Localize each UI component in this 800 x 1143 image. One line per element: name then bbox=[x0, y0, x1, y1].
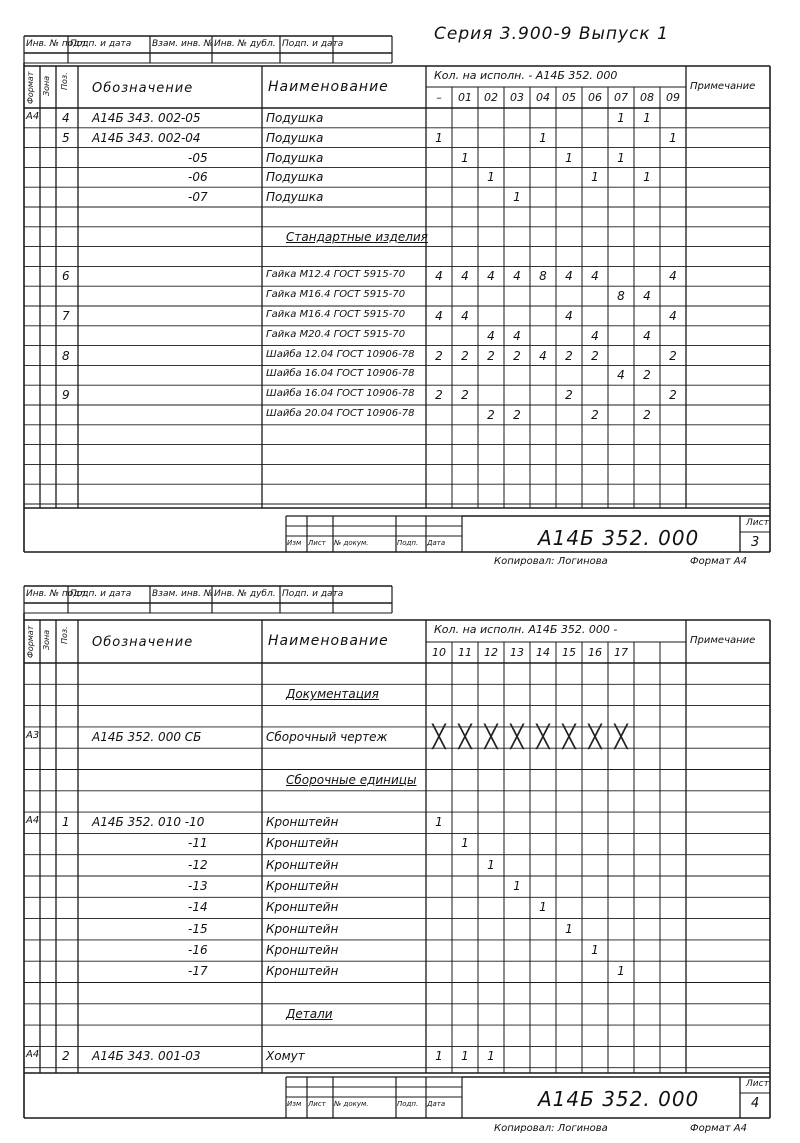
quantity-cell: 2 bbox=[435, 388, 443, 403]
variant-number: 11 bbox=[458, 646, 472, 659]
sheet-number: 4 bbox=[751, 1096, 760, 1111]
quantity-cell: 4 bbox=[617, 368, 625, 383]
row-position: 6 bbox=[62, 269, 70, 284]
row-format: А4 bbox=[26, 1049, 40, 1061]
cross-mark: ╳ bbox=[484, 724, 498, 750]
row-position: 7 bbox=[62, 309, 70, 323]
row-designation: -06 bbox=[188, 170, 208, 185]
quantity-cell: 1 bbox=[539, 130, 547, 145]
section-heading: Детали bbox=[286, 1006, 333, 1021]
variant-number: 07 bbox=[614, 91, 628, 104]
quantity-cell: 2 bbox=[643, 408, 651, 422]
quantity-cell: 2 bbox=[669, 348, 677, 363]
header-cell-label: Подп. и дата bbox=[70, 589, 132, 599]
row-designation: -15 bbox=[188, 921, 208, 936]
series-title: Серия 3.900-9 Выпуск 1 bbox=[434, 24, 669, 44]
row-name: Кронштейн bbox=[266, 900, 339, 915]
quantity-cell: 1 bbox=[591, 170, 599, 185]
section-heading: Сборочные единицы bbox=[286, 772, 417, 787]
row-name: Гайка М16.4 ГОСТ 5915-70 bbox=[266, 289, 406, 301]
variant-number: – bbox=[436, 91, 442, 104]
row-name: Подушка bbox=[266, 111, 324, 125]
quantity-cell: 2 bbox=[591, 348, 599, 363]
quantity-cell: 2 bbox=[513, 348, 521, 363]
row-name: Подушка bbox=[266, 150, 324, 165]
footer-copied-by: Копировал: Логинова bbox=[494, 1123, 608, 1134]
quantity-cell: 2 bbox=[591, 408, 599, 422]
quantity-cell: 2 bbox=[435, 348, 443, 363]
stamp-column-label: Дата bbox=[427, 539, 446, 547]
column-note-header: Примечание bbox=[690, 81, 756, 92]
row-name: Кронштейн bbox=[266, 857, 339, 872]
row-name: Кронштейн bbox=[266, 964, 339, 979]
row-designation: -07 bbox=[188, 190, 208, 205]
footer-format: Формат А4 bbox=[690, 556, 747, 567]
header-cell-label: Инв. № дубл. bbox=[214, 589, 276, 599]
row-name: Шайба 20.04 ГОСТ 10906-78 bbox=[266, 408, 415, 419]
quantity-cell: 4 bbox=[487, 269, 495, 284]
section-heading: Стандартные изделия bbox=[286, 229, 428, 244]
row-name: Сборочный чертеж bbox=[266, 729, 388, 744]
variant-number: 08 bbox=[640, 91, 654, 104]
quantity-cell: 4 bbox=[565, 309, 573, 323]
variant-number: 17 bbox=[614, 646, 628, 659]
quantity-cell: 4 bbox=[461, 309, 469, 323]
row-name: Шайба 16.04 ГОСТ 10906-78 bbox=[266, 368, 415, 380]
quantity-cell: 1 bbox=[435, 815, 443, 830]
quantity-cell: 1 bbox=[487, 170, 495, 185]
column-designation-header: Обозначение bbox=[92, 635, 194, 650]
quantity-cell: 4 bbox=[565, 269, 573, 284]
row-name: Гайка М20.4 ГОСТ 5915-70 bbox=[266, 328, 406, 340]
quantity-cell: 2 bbox=[513, 408, 521, 422]
quantity-cell: 1 bbox=[643, 170, 651, 185]
header-cell-label: Подп. и дата bbox=[70, 39, 132, 49]
column-designation-header: Обозначение bbox=[92, 81, 194, 96]
quantity-cell: 4 bbox=[513, 269, 521, 284]
variant-number: 14 bbox=[536, 646, 550, 659]
header-cell-label: Подп. и дата bbox=[282, 589, 344, 599]
quantity-cell: 1 bbox=[461, 836, 469, 851]
row-designation: -12 bbox=[188, 857, 208, 872]
row-format: А3 bbox=[26, 729, 40, 741]
row-name: Гайка М12.4 ГОСТ 5915-70 bbox=[266, 269, 406, 281]
quantity-cell: 4 bbox=[669, 309, 677, 323]
column-zone-header: Зона bbox=[42, 75, 51, 96]
quantity-cell: 1 bbox=[565, 921, 573, 936]
stamp-column-label: Подп. bbox=[397, 539, 419, 547]
variant-number: 13 bbox=[510, 646, 524, 659]
row-designation: А14Б 343. 002-04 bbox=[92, 130, 201, 145]
header-cell-label: Инв. № подл. bbox=[26, 589, 89, 599]
stamp-column-label: Изм bbox=[287, 539, 302, 547]
quantity-cell: 2 bbox=[487, 348, 495, 363]
cross-mark: ╳ bbox=[510, 724, 524, 750]
variant-number: 02 bbox=[484, 91, 498, 104]
cross-mark: ╳ bbox=[562, 724, 576, 750]
cross-mark: ╳ bbox=[536, 724, 550, 750]
column-format-header: Формат bbox=[26, 71, 35, 104]
header-cell-label: Взам. инв. № bbox=[152, 39, 214, 49]
header-cell-label: Взам. инв. № bbox=[152, 589, 214, 599]
row-format: А4 bbox=[26, 815, 40, 827]
quantity-cell: 4 bbox=[591, 269, 599, 284]
quantity-cell: 2 bbox=[643, 368, 651, 383]
quantity-cell: 4 bbox=[487, 328, 495, 343]
row-name: Кронштейн bbox=[266, 942, 339, 957]
column-name-header: Наименование bbox=[268, 633, 389, 649]
column-position-header: Поз. bbox=[60, 72, 69, 90]
quantity-cell: 1 bbox=[513, 879, 521, 893]
column-quantity-header: Кол. на исполн. А14Б 352. 000 - bbox=[434, 623, 618, 636]
stamp-column-label: № докум. bbox=[334, 1100, 369, 1108]
stamp-column-label: Дата bbox=[427, 1100, 446, 1108]
quantity-cell: 1 bbox=[617, 150, 625, 165]
quantity-cell: 2 bbox=[669, 388, 677, 403]
quantity-cell: 1 bbox=[461, 1049, 469, 1064]
row-name: Кронштейн bbox=[266, 879, 339, 893]
row-name: Шайба 16.04 ГОСТ 10906-78 bbox=[266, 388, 415, 400]
quantity-cell: 2 bbox=[565, 348, 573, 363]
row-format: А4 bbox=[26, 111, 40, 122]
quantity-cell: 1 bbox=[539, 900, 547, 915]
stamp-column-label: Изм bbox=[287, 1100, 302, 1108]
quantity-cell: 2 bbox=[461, 348, 469, 363]
quantity-cell: 4 bbox=[669, 269, 677, 284]
row-position: 1 bbox=[62, 815, 70, 830]
row-position: 5 bbox=[62, 130, 70, 145]
row-name: Кронштейн bbox=[266, 815, 339, 830]
footer-format: Формат А4 bbox=[690, 1123, 747, 1134]
header-cell-label: Инв. № дубл. bbox=[214, 39, 276, 49]
quantity-cell: 1 bbox=[461, 150, 469, 165]
sheet-label: Лист bbox=[746, 518, 769, 528]
quantity-cell: 8 bbox=[617, 289, 625, 304]
sheet-number: 3 bbox=[751, 535, 760, 550]
row-designation: А14Б 343. 001-03 bbox=[92, 1049, 201, 1064]
footer-copied-by: Копировал: Логинова bbox=[494, 556, 608, 567]
column-name-header: Наименование bbox=[268, 79, 389, 95]
variant-number: 15 bbox=[562, 646, 576, 659]
variant-number: 06 bbox=[588, 91, 602, 104]
variant-number: 01 bbox=[458, 91, 472, 104]
sheet-label: Лист bbox=[746, 1079, 769, 1089]
row-designation: А14Б 352. 010 -10 bbox=[92, 815, 205, 830]
stamp-column-label: Лист bbox=[308, 1100, 326, 1108]
document-code: А14Б 352. 000 bbox=[538, 1087, 700, 1111]
variant-number: 16 bbox=[588, 646, 602, 659]
row-name: Кронштейн bbox=[266, 921, 339, 936]
row-designation: -05 bbox=[188, 150, 208, 165]
quantity-cell: 1 bbox=[435, 1049, 443, 1064]
row-position: 9 bbox=[62, 388, 70, 403]
quantity-cell: 1 bbox=[487, 1049, 495, 1064]
row-designation: -13 bbox=[188, 879, 208, 893]
header-cell-label: Подп. и дата bbox=[282, 39, 344, 49]
row-designation: -14 bbox=[188, 900, 208, 915]
row-name: Шайба 12.04 ГОСТ 10906-78 bbox=[266, 348, 415, 360]
header-cell-label: Инв. № подл. bbox=[26, 39, 89, 49]
quantity-cell: 2 bbox=[565, 388, 573, 403]
row-designation: -11 bbox=[188, 836, 208, 851]
stamp-column-label: Лист bbox=[308, 539, 326, 547]
quantity-cell: 4 bbox=[643, 289, 651, 304]
quantity-cell: 2 bbox=[487, 408, 495, 422]
row-designation: -16 bbox=[188, 942, 208, 957]
quantity-cell: 1 bbox=[617, 111, 625, 125]
row-designation: А14Б 352. 000 СБ bbox=[92, 729, 202, 744]
quantity-cell: 4 bbox=[461, 269, 469, 284]
column-format-header: Формат bbox=[26, 625, 35, 658]
column-quantity-header: Кол. на исполн. - А14Б 352. 000 bbox=[434, 69, 618, 82]
quantity-cell: 1 bbox=[669, 130, 677, 145]
quantity-cell: 4 bbox=[643, 328, 651, 343]
quantity-cell: 1 bbox=[565, 150, 573, 165]
section-heading: Документация bbox=[286, 687, 379, 702]
quantity-cell: 8 bbox=[539, 269, 547, 284]
stamp-column-label: Подп. bbox=[397, 1100, 419, 1108]
variant-number: 05 bbox=[562, 91, 576, 104]
variant-number: 09 bbox=[666, 91, 680, 104]
quantity-cell: 1 bbox=[643, 111, 651, 125]
row-position: 4 bbox=[62, 111, 70, 125]
quantity-cell: 1 bbox=[487, 857, 495, 872]
row-name: Подушка bbox=[266, 130, 324, 145]
row-name: Подушка bbox=[266, 170, 324, 185]
variant-number: 10 bbox=[432, 646, 446, 659]
quantity-cell: 4 bbox=[435, 309, 443, 323]
row-name: Хомут bbox=[266, 1049, 305, 1064]
quantity-cell: 1 bbox=[513, 190, 521, 205]
row-position: 8 bbox=[62, 348, 70, 363]
variant-number: 04 bbox=[536, 91, 550, 104]
stamp-column-label: № докум. bbox=[334, 539, 369, 547]
cross-mark: ╳ bbox=[432, 724, 446, 750]
spec-sheet-4 bbox=[0, 572, 800, 1143]
spec-sheet-3 bbox=[0, 0, 800, 570]
variant-number: 03 bbox=[510, 91, 524, 104]
cross-mark: ╳ bbox=[588, 724, 602, 750]
row-position: 2 bbox=[62, 1049, 70, 1064]
quantity-cell: 1 bbox=[591, 942, 599, 957]
quantity-cell: 1 bbox=[617, 964, 625, 979]
cross-mark: ╳ bbox=[614, 724, 628, 750]
quantity-cell: 1 bbox=[435, 130, 443, 145]
column-position-header: Поз. bbox=[60, 626, 69, 644]
variant-number: 12 bbox=[484, 646, 498, 659]
cross-mark: ╳ bbox=[458, 724, 472, 750]
row-designation: -17 bbox=[188, 964, 208, 979]
column-zone-header: Зона bbox=[42, 629, 51, 650]
document-code: А14Б 352. 000 bbox=[538, 526, 700, 550]
quantity-cell: 4 bbox=[513, 328, 521, 343]
row-name: Кронштейн bbox=[266, 836, 339, 851]
row-designation: А14Б 343. 002-05 bbox=[92, 111, 201, 125]
row-name: Гайка М16.4 ГОСТ 5915-70 bbox=[266, 309, 406, 320]
quantity-cell: 4 bbox=[435, 269, 443, 284]
column-note-header: Примечание bbox=[690, 635, 756, 646]
quantity-cell: 4 bbox=[591, 328, 599, 343]
quantity-cell: 2 bbox=[461, 388, 469, 403]
quantity-cell: 4 bbox=[539, 348, 547, 363]
row-name: Подушка bbox=[266, 190, 324, 205]
